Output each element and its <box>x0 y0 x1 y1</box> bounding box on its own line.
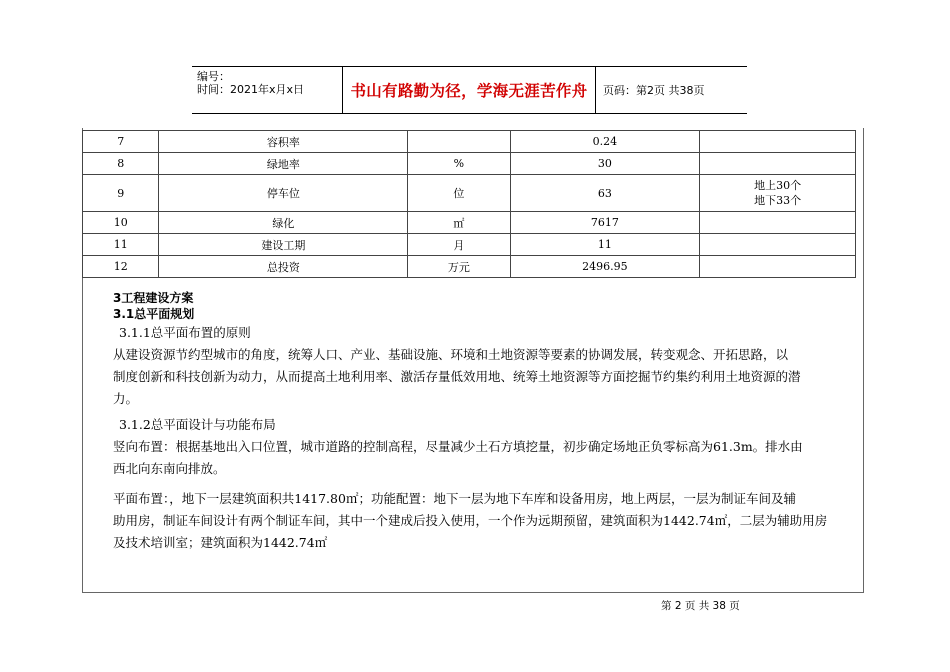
subsection-heading: 3.1总平面规划 <box>113 307 195 321</box>
table-row <box>83 234 856 256</box>
table-row <box>83 256 856 278</box>
paragraph-line: 竖向布置：根据基地出入口位置，城市道路的控制高程，尽量减少土石方填挖量，初步确定场地正负零标高为61.3m。排水由 <box>113 439 803 454</box>
row-value: 11 <box>510 234 700 256</box>
paragraph-line: 从建设资源节约型城市的角度，统筹人口、产业、基础设施、环境和土地资源等要素的协调发展，转变观念、开拓思路，以 <box>113 347 789 362</box>
row-unit: % <box>408 153 510 175</box>
row-value: 2496.95 <box>510 256 700 278</box>
page-header <box>192 66 747 114</box>
row-unit: 万元 <box>408 256 510 278</box>
paragraph-line: 及技术培训室；建筑面积为1442.74㎡ <box>113 535 328 550</box>
row-item: 停车位 <box>159 175 408 212</box>
row-note <box>700 256 856 278</box>
row-unit: ㎡ <box>408 212 510 234</box>
subsubsection-heading: 3.1.2总平面设计与功能布局 <box>119 417 276 432</box>
paragraph-line: 平面布置：，地下一层建筑面积共1417.80㎡；功能配置：地下一层为地下车库和设备用房，地上两层，一层为制证车间及辅 <box>113 491 796 506</box>
indicator-table <box>82 130 856 278</box>
paragraph-line: 制度创新和科技创新为动力，从而提高土地利用率、激活存量低效用地、统筹土地资源等方面挖掘节约集约利用土地资源的潜 <box>113 369 801 384</box>
row-value: 7617 <box>510 212 700 234</box>
header-slogan: 书山有路勤为径，学海无涯苦作舟 <box>342 67 596 113</box>
row-number: 9 <box>83 175 159 212</box>
table-row <box>83 153 856 175</box>
row-note <box>700 175 856 212</box>
row-value: 0.24 <box>510 131 700 153</box>
row-unit: 月 <box>408 234 510 256</box>
table-row <box>83 131 856 153</box>
row-number: 10 <box>83 212 159 234</box>
row-number: 12 <box>83 256 159 278</box>
row-item: 容积率 <box>159 131 408 153</box>
document-number-label: 编号： <box>197 70 230 83</box>
row-item: 绿地率 <box>159 153 408 175</box>
row-unit <box>408 131 510 153</box>
header-page-code: 页码：第2页 共38页 <box>603 84 705 97</box>
note-line: 地上30个 <box>754 179 802 192</box>
row-note <box>700 131 856 153</box>
row-number: 7 <box>83 131 159 153</box>
page-footer: 第 2 页 共 38 页 <box>661 600 740 612</box>
row-number: 11 <box>83 234 159 256</box>
paragraph-line: 力。 <box>113 391 139 406</box>
header-meta <box>192 67 342 113</box>
paragraph-line: 西北向东南向排放。 <box>113 461 226 476</box>
document-body <box>113 290 858 554</box>
document-time-label: 时间：2021年x月x日 <box>197 83 305 96</box>
row-note <box>700 234 856 256</box>
row-note <box>700 212 856 234</box>
row-note <box>700 153 856 175</box>
row-unit: 位 <box>408 175 510 212</box>
paragraph-line: 助用房，制证车间设计有两个制证车间，其中一个建成后投入使用，一个作为远期预留，建筑面积为1442.74㎡，二层为辅助用房 <box>113 513 828 528</box>
table-row <box>83 212 856 234</box>
row-number: 8 <box>83 153 159 175</box>
row-item: 建设工期 <box>159 234 408 256</box>
row-value: 63 <box>510 175 700 212</box>
subsubsection-heading: 3.1.1总平面布置的原则 <box>119 325 251 340</box>
row-value: 30 <box>510 153 700 175</box>
row-item: 绿化 <box>159 212 408 234</box>
table-row <box>83 175 856 212</box>
row-item: 总投资 <box>159 256 408 278</box>
section-heading: 3工程建设方案 <box>113 291 194 305</box>
note-line: 地下33个 <box>754 194 802 207</box>
